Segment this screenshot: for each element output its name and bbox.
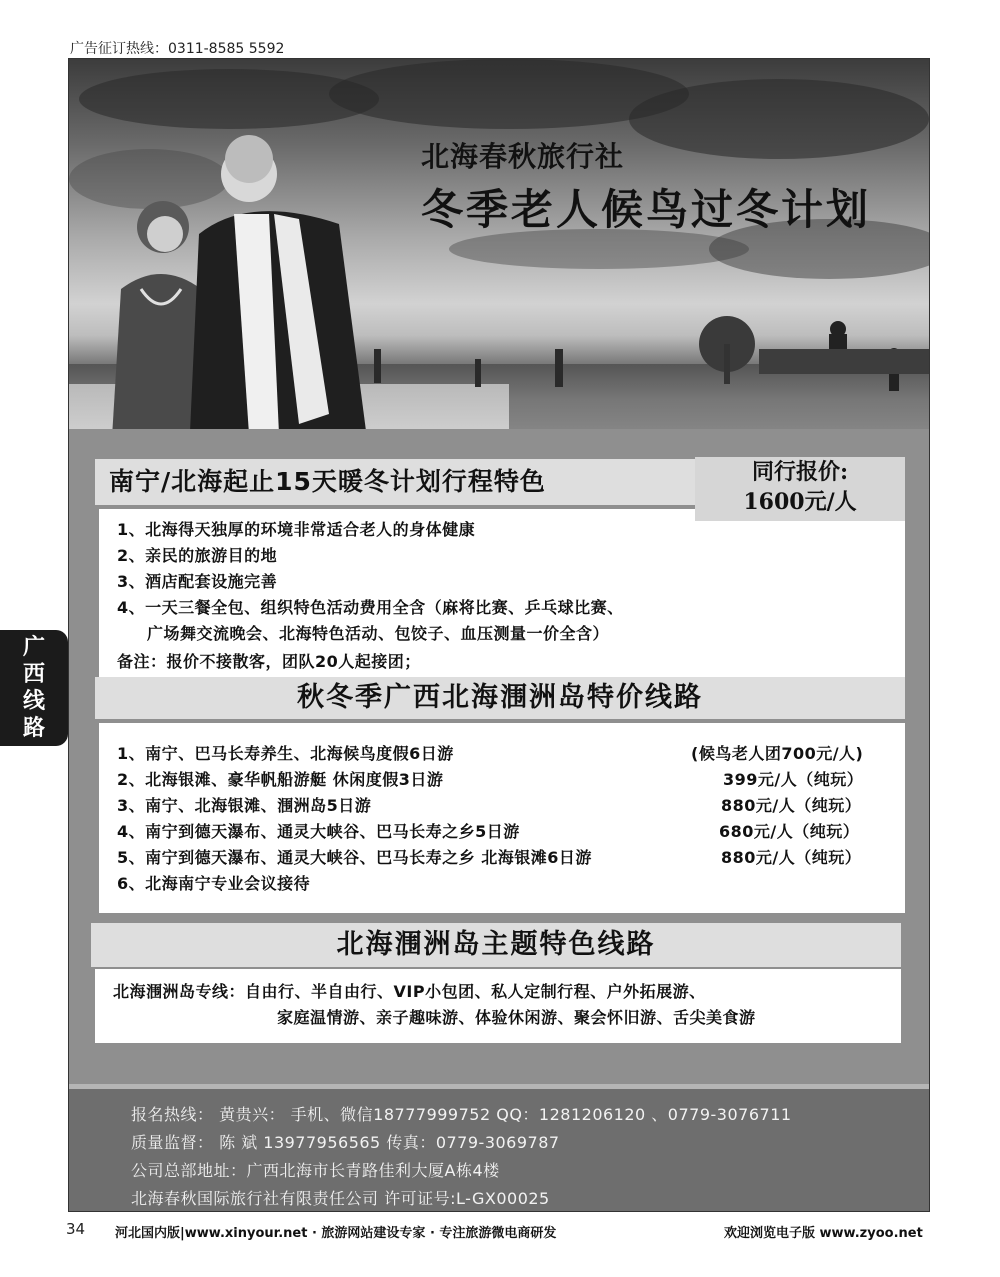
theme-line: 北海涠洲岛专线：自由行、半自由行、VIP小包团、私人定制行程、户外拓展游、 <box>113 982 706 1001</box>
section3-title: 北海涠洲岛主题特色线路 <box>91 923 901 967</box>
ad-hotline: 广告征订热线：0311-8585 5592 <box>70 41 285 57</box>
side-tab-char: 广 <box>22 635 45 660</box>
route-price: 680元/人（纯玩） <box>719 822 860 841</box>
route-name: 5、南宁到德天瀑布、通灵大峡谷、巴马长寿之乡 北海银滩6日游 <box>117 848 592 867</box>
price-value: 1600元/人 <box>743 489 857 515</box>
footer-right-text: 欢迎浏览电子版 www.zyoo.net <box>724 1226 923 1241</box>
price-label: 同行报价: <box>751 459 849 485</box>
footer-left-text: 河北国内版|www.xinyour.net · 旅游网站建设专家 · 专注旅游微电商研发 <box>115 1226 557 1241</box>
price-box <box>695 457 905 521</box>
feature-item: 1、北海得天独厚的环境非常适合老人的身体健康 <box>117 520 476 539</box>
hero-photo <box>69 59 929 454</box>
feature-item: 广场舞交流晚会、北海特色活动、包饺子、血压测量一价全含） <box>147 624 610 643</box>
route-price: 880元/人（纯玩） <box>721 796 862 815</box>
route-name: 2、北海银滩、豪华帆船游艇 休闲度假3日游 <box>117 770 444 789</box>
feature-item: 2、亲民的旅游目的地 <box>117 546 278 565</box>
elderly-man-photo <box>189 134 379 454</box>
section1-title: 南宁/北海起止15天暖冬计划行程特色 <box>95 459 695 505</box>
route-price: (候鸟老人团700元/人) <box>691 744 864 763</box>
route-name: 6、北海南宁专业会议接待 <box>117 874 311 893</box>
agency-name: 北海春秋旅行社 <box>421 140 625 173</box>
feature-item: 4、一天三餐全包、组织特色活动费用全含（麻将比赛、乒乓球比赛、 <box>117 598 624 617</box>
route-name: 1、南宁、巴马长寿养生、北海候鸟度假6日游 <box>117 744 454 763</box>
contact-supervision: 质量监督： 陈 斌 13977956565 传真：0779-3069787 <box>131 1133 560 1152</box>
side-tab-char: 路 <box>22 716 45 741</box>
contact-hotline: 报名热线： 黄贵兴： 手机、微信18777999752 QQ：1281206120 、0779-3076711 <box>131 1105 792 1124</box>
contact-company: 北海春秋国际旅行社有限责任公司 许可证号:L-GX00025 <box>131 1189 550 1208</box>
route-name: 3、南宁、北海银滩、涠洲岛5日游 <box>117 796 372 815</box>
theme-line: 家庭温情游、亲子趣味游、体验休闲游、聚会怀旧游、舌尖美食游 <box>277 1008 756 1027</box>
route-price: 880元/人（纯玩） <box>721 848 862 867</box>
feature-note: 备注：报价不接散客，团队20人起接团； <box>117 652 421 671</box>
side-tab-char: 线 <box>22 689 45 714</box>
side-tab-guangxi-routes <box>0 630 68 746</box>
side-tab-char: 西 <box>22 662 45 687</box>
hero-headline: 冬季老人候鸟过冬计划 <box>421 185 872 234</box>
route-price: 399元/人（纯玩） <box>723 770 864 789</box>
contact-address: 公司总部地址：广西北海市长青路佳利大厦A栋4楼 <box>131 1161 500 1180</box>
advertisement-panel <box>68 58 930 1212</box>
page-number: 34 <box>66 1220 86 1238</box>
feature-item: 3、酒店配套设施完善 <box>117 572 278 591</box>
route-name: 4、南宁到德天瀑布、通灵大峡谷、巴马长寿之乡5日游 <box>117 822 520 841</box>
section2-title: 秋冬季广西北海涠洲岛特价线路 <box>95 677 905 719</box>
